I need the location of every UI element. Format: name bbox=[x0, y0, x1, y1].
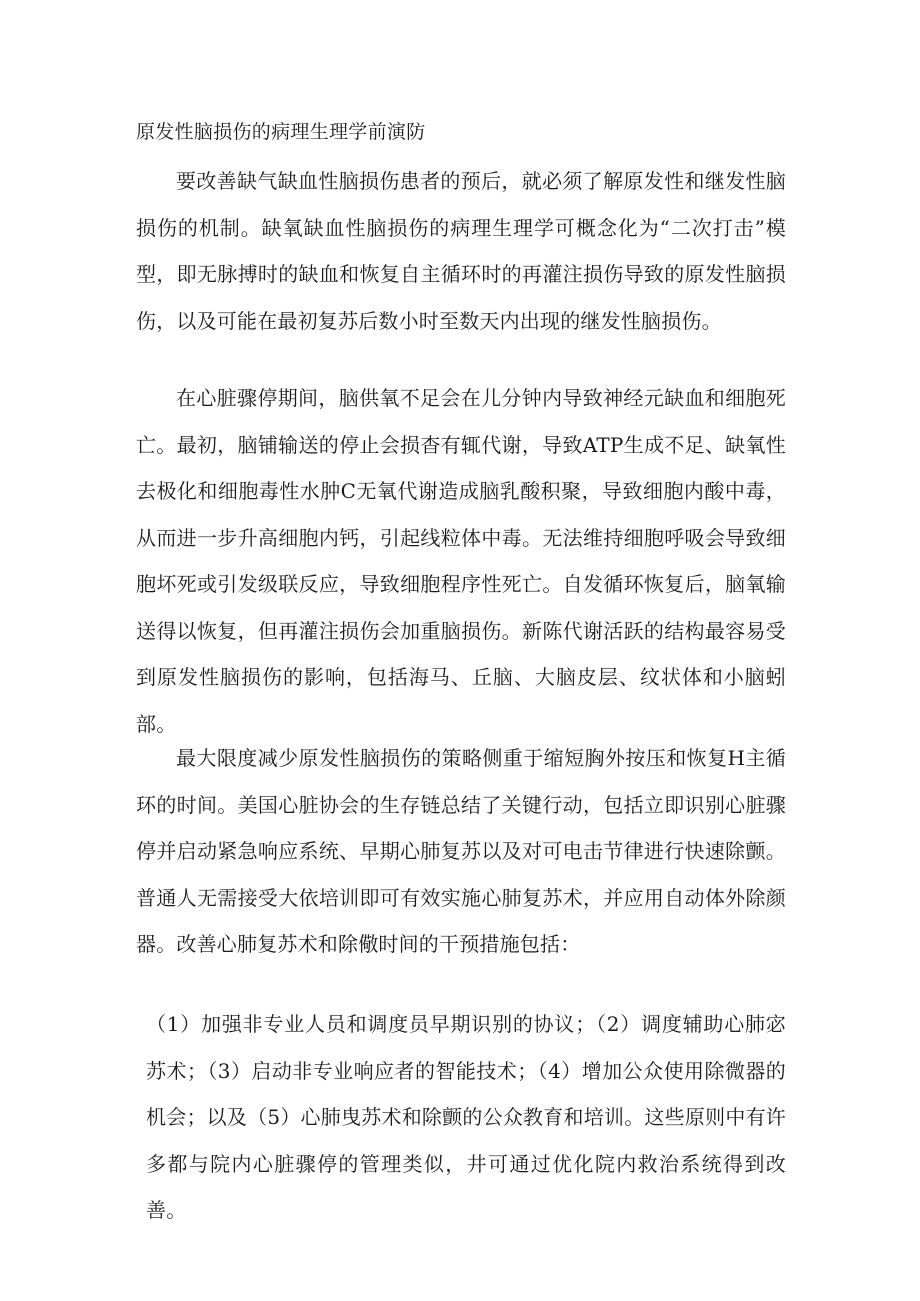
paragraph-1: 要改善缺气缺血性脑损伤患者的预后，就必须了解原发性和继发性脑损伤的机制。缺氧缺血性脑损伤的病理生理学可概念化为“二次打击”模型，即无脉搏时的缺血和恢复自主循环时的再灌注损伤导致的原发性脑损伤，以及可能在最初复苏后数小时至数天内出现的继发性脑损伤。 bbox=[136, 169, 786, 333]
document-title: 原发性脑损伤的病理生理学前演防 bbox=[136, 121, 426, 143]
paragraph-4: （1）加强非专业人员和调度员早期识别的协议；（2）调度辅助心肺宓苏术；（3）启动非专业响应者的智能技术；（4）增加公众使用除微器的机会；以及（5）心肺曳苏术和除颤的公众教育和培训。这些原则中有许多都与院内心脏骤停的管理类似，井可通过优化院内救治系统得到改善。 bbox=[146, 1012, 786, 1222]
paragraph-2: 在心脏骤停期间，脑供氧不足会在儿分钟内导致神经元缺血和细胞死亡。最初，脑铺输送的停止会损杳有辄代谢，导致ATP生成不足、缺氧性去极化和细胞毒性水肿C无氧代谢造成脑乳酸积聚，导致细胞内酸中毒，从而进一步升高细胞内钙，引起线粒体中毒。无法维持细胞呼吸会导致细胞坏死或引发级联反应，导致细胞程序性死亡。自发循环恢复后，脑氧输送得以恢复，但再灌注损伤会加重脑损伤。新陈代谢活跃的结构最容易受到原发性脑损伤的影响，包括海马、丘脑、大脑皮层、纹状体和小脑蚓部。 bbox=[136, 386, 786, 736]
paragraph-3: 最大限度减少原发性脑损伤的策略侧重于缩短胸外按压和恢复H主循环的时间。美国心脏协会的生存链总结了关键行动，包括立即识别心脏骤停并启动紧急响应系统、早期心肺复苏以及对可电击节律进行快速除颤。普通人无需接受大依培训即可有效实施心肺复苏术，并应用自动体外除颜器。改善心肺复苏术和除儆时间的干预措施包括： bbox=[136, 746, 786, 956]
